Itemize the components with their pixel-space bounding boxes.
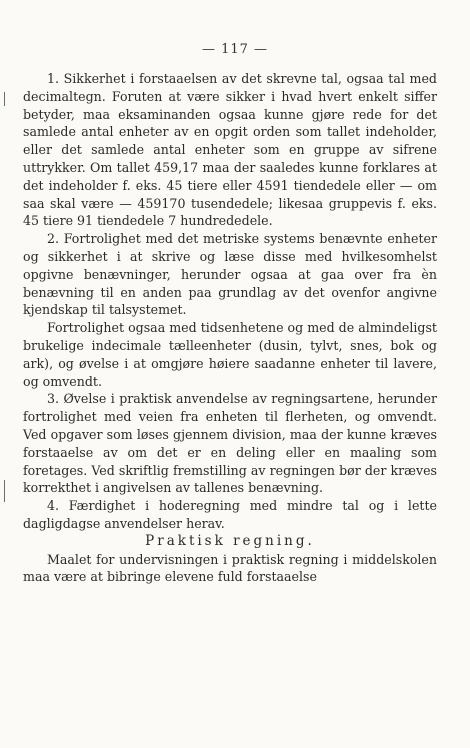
body-text <box>23 70 437 586</box>
paragraph-3: Fortrolighet ogsaa med tidsenhetene og med de almindeligst brukelige indecimale tælleenheter (dusin, tylvt, snes, bok og ark), og øvelse i at omgjøre høiere saadanne enheter til lavere, og omvendt. <box>23 320 437 389</box>
paragraph-1: 1. Sikkerhet i forstaaelsen av det skrevne tal, ogsaa tal med decimaltegn. Foruten at være sikker i hvad hvert enkelt siffer betyder, maa eksaminanden ogsaa kunne gjøre rede for det samlede antal enheter av en opgit orden som tallet indeholder, eller det samlede antal enheter som en gruppe av sifrene uttrykker. Om tallet 459,17 maa der saaledes kunne forklares at det indeholder f. eks. 45 tiere eller 4591 tiendedele eller — om saa skal være — 459170 tusendedele; likesaa gruppevis f. eks. 45 tiere 91 tiendedele 7 hundrededele. <box>23 71 437 229</box>
page-edge-mark <box>4 480 5 502</box>
paragraph-2: 2. Fortrolighet med det metriske systems benævnte enheter og sikkerhet i at skrive og læse disse med hvilkesomhelst opgivne benævninger, herunder ogsaa at gaa over fra èn benævning til en anden paa grundlag av det ovenfor angivne kjendskap til talsystemet. <box>23 231 437 318</box>
paragraph-5: 4. Færdighet i hoderegning med mindre tal og i lette dagligdagse anvendelser herav. <box>23 498 437 531</box>
paragraph-6: Maalet for undervisningen i praktisk regning i middelskolen maa være at bibringe elevene fuld forstaaelse <box>23 551 437 585</box>
section-heading: Praktisk regning. <box>145 532 315 549</box>
page-number: — 117 — <box>201 42 269 57</box>
paragraph-4: 3. Øvelse i praktisk anvendelse av regningsartene, herunder fortrolighet med veien fra enheten til flerheten, og omvendt. Ved opgaver som løses gjennem division, maa der kunne kræves forstaaelse av om det er en deling eller en maaling som foretages. Ved skriftlig fremstilling av regningen bør der kræves korrekthet i angivelsen av tallenes benævning. <box>23 391 437 496</box>
page-edge-mark <box>4 92 5 106</box>
